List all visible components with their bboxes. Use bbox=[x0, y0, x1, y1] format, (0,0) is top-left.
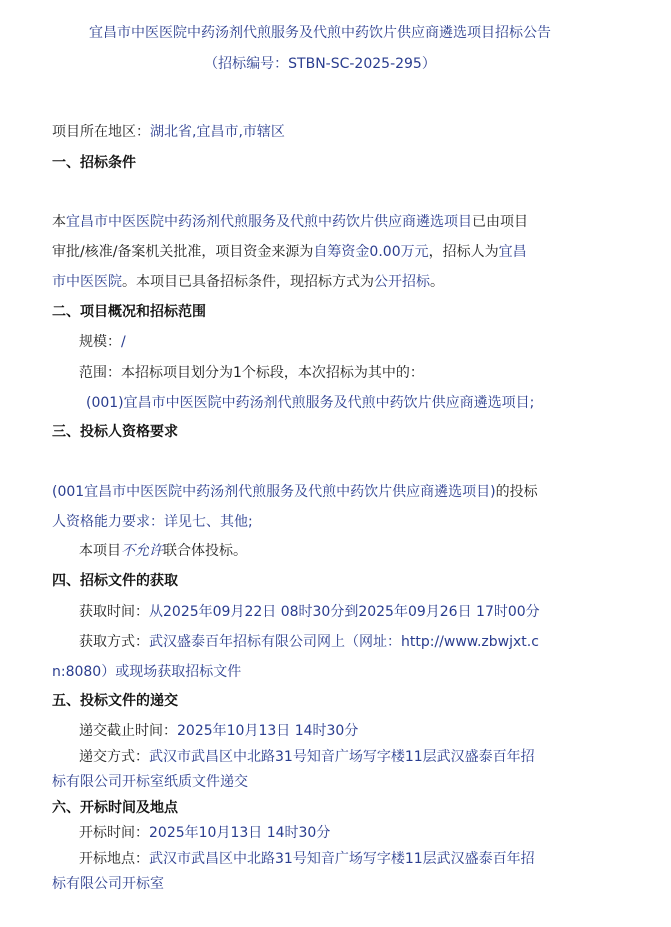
obtain-method-continued: n:8080）或现场获取招标文件 bbox=[52, 664, 242, 680]
condition-line-2 bbox=[52, 242, 651, 262]
condition-line-1 bbox=[52, 212, 651, 232]
opening-place-line bbox=[79, 849, 651, 869]
section-6-heading: 六、开标时间及地点 bbox=[52, 800, 178, 816]
tenderer-name: 宜昌 bbox=[498, 244, 527, 260]
lot-line: (001)宜昌市中医医院中药汤剂代煎服务及代煎中药饮片供应商遴选项目; bbox=[86, 395, 535, 411]
consortium-text: 本项目 bbox=[79, 543, 121, 559]
submit-method-line bbox=[79, 747, 651, 767]
qualification-text: 的投标 bbox=[495, 484, 538, 500]
consortium-line bbox=[79, 541, 651, 561]
condition-line-3 bbox=[52, 272, 651, 292]
consortium-text: 联合体投标。 bbox=[163, 543, 247, 559]
condition-text: 本 bbox=[52, 214, 66, 230]
submit-method-continued: 标有限公司开标室纸质文件递交 bbox=[52, 774, 248, 790]
scale-label: 规模： bbox=[79, 334, 121, 350]
section-4-heading: 四、招标文件的获取 bbox=[52, 573, 178, 589]
project-name: 宜昌市中医医院中药汤剂代煎服务及代煎中药饮片供应商遴选项目 bbox=[66, 214, 472, 230]
obtain-method-value: 武汉盛泰百年招标有限公司网上（网址：http://www.zbwjxt.c bbox=[149, 634, 539, 650]
obtain-method-label: 获取方式： bbox=[79, 634, 149, 650]
qualification-line-2: 人资格能力要求：详见七、其他; bbox=[52, 514, 253, 530]
range-line: 范围：本招标项目划分为1个标段，本次招标为其中的： bbox=[79, 365, 424, 381]
condition-text: 已由项目 bbox=[472, 214, 528, 230]
obtain-method-line bbox=[79, 632, 651, 652]
condition-text: 。本项目已具备招标条件，现招标方式为 bbox=[122, 274, 374, 290]
opening-time-label: 开标时间： bbox=[79, 825, 149, 841]
section-2-heading: 二、项目概况和招标范围 bbox=[52, 304, 206, 320]
qualification-line-1 bbox=[52, 482, 651, 502]
obtain-time-label: 获取时间： bbox=[79, 604, 149, 620]
deadline-value: 2025年10月13日 14时30分 bbox=[177, 723, 359, 739]
scale-value: / bbox=[121, 334, 126, 350]
tender-method: 公开招标 bbox=[374, 274, 430, 290]
scale-line bbox=[79, 332, 651, 352]
submit-method-value: 武汉市武昌区中北路31号知音广场写字楼11层武汉盛泰百年招 bbox=[149, 749, 535, 765]
opening-place-value: 武汉市武昌区中北路31号知音广场写字楼11层武汉盛泰百年招 bbox=[149, 851, 535, 867]
fund-source: 自筹资金0.00万元 bbox=[313, 244, 429, 260]
section-5-heading: 五、投标文件的递交 bbox=[52, 693, 178, 709]
deadline-label: 递交截止时间： bbox=[79, 723, 177, 739]
tenderer-name: 市中医医院 bbox=[52, 274, 122, 290]
section-1-heading: 一、招标条件 bbox=[52, 155, 136, 171]
obtain-time-line bbox=[79, 602, 651, 622]
opening-place-label: 开标地点： bbox=[79, 851, 149, 867]
tender-code: （招标编号：STBN-SC-2025-295） bbox=[204, 56, 436, 72]
submit-method-label: 递交方式： bbox=[79, 749, 149, 765]
condition-text: 。 bbox=[430, 274, 444, 290]
condition-text: 审批/核准/备案机关批准，项目资金来源为 bbox=[52, 244, 314, 260]
region-label: 项目所在地区： bbox=[52, 124, 150, 140]
opening-place-continued: 标有限公司开标室 bbox=[52, 876, 164, 892]
opening-time-line bbox=[79, 823, 651, 843]
lot-reference: (001宜昌市中医医院中药汤剂代煎服务及代煎中药饮片供应商遴选项目) bbox=[52, 484, 496, 500]
region-line bbox=[52, 122, 651, 142]
section-3-heading: 三、投标人资格要求 bbox=[52, 424, 178, 440]
consortium-value: 不允许 bbox=[121, 543, 163, 559]
deadline-line bbox=[79, 721, 651, 741]
opening-time-value: 2025年10月13日 14时30分 bbox=[149, 825, 331, 841]
obtain-time-value: 从2025年09月22日 08时30分到2025年09月26日 17时00分 bbox=[149, 604, 540, 620]
announcement-title: 宜昌市中医医院中药汤剂代煎服务及代煎中药饮片供应商遴选项目招标公告 bbox=[89, 25, 551, 41]
condition-text: ，招标人为 bbox=[428, 244, 499, 260]
region-value: 湖北省,宜昌市,市辖区 bbox=[150, 124, 285, 140]
